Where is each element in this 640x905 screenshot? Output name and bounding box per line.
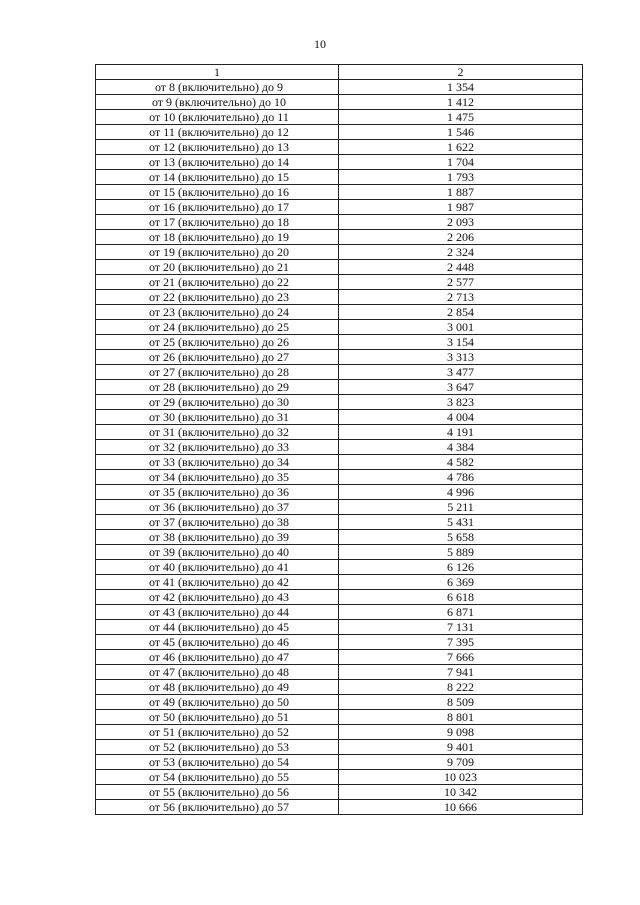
value-cell: 2 324 bbox=[339, 245, 583, 260]
table-row bbox=[96, 575, 583, 590]
table-row bbox=[96, 770, 583, 785]
value-cell: 7 666 bbox=[339, 650, 583, 665]
table-row bbox=[96, 605, 583, 620]
value-cell: 3 823 bbox=[339, 395, 583, 410]
range-cell: от 42 (включительно) до 43 bbox=[96, 590, 339, 605]
value-cell: 1 793 bbox=[339, 170, 583, 185]
table-row bbox=[96, 485, 583, 500]
value-cell: 2 577 bbox=[339, 275, 583, 290]
range-cell: от 16 (включительно) до 17 bbox=[96, 200, 339, 215]
table-row bbox=[96, 530, 583, 545]
range-cell: от 24 (включительно) до 25 bbox=[96, 320, 339, 335]
value-cell: 5 211 bbox=[339, 500, 583, 515]
table-row bbox=[96, 185, 583, 200]
range-cell: от 43 (включительно) до 44 bbox=[96, 605, 339, 620]
table-row bbox=[96, 305, 583, 320]
range-cell: от 30 (включительно) до 31 bbox=[96, 410, 339, 425]
value-cell: 10 342 bbox=[339, 785, 583, 800]
value-cell: 8 509 bbox=[339, 695, 583, 710]
table-row bbox=[96, 365, 583, 380]
table-row bbox=[96, 590, 583, 605]
range-cell: от 50 (включительно) до 51 bbox=[96, 710, 339, 725]
range-cell: от 9 (включительно) до 10 bbox=[96, 95, 339, 110]
page-number: 10 bbox=[314, 37, 326, 51]
range-cell: от 52 (включительно) до 53 bbox=[96, 740, 339, 755]
value-cell: 2 206 bbox=[339, 230, 583, 245]
table-row bbox=[96, 620, 583, 635]
table-row bbox=[96, 260, 583, 275]
value-cell: 6 126 bbox=[339, 560, 583, 575]
range-cell: от 49 (включительно) до 50 bbox=[96, 695, 339, 710]
range-cell: от 22 (включительно) до 23 bbox=[96, 290, 339, 305]
table-row bbox=[96, 560, 583, 575]
table-row bbox=[96, 380, 583, 395]
table-row bbox=[96, 515, 583, 530]
value-cell: 1 987 bbox=[339, 200, 583, 215]
value-cell: 5 431 bbox=[339, 515, 583, 530]
value-cell: 4 191 bbox=[339, 425, 583, 440]
header-row bbox=[96, 65, 583, 80]
table-row bbox=[96, 725, 583, 740]
range-cell: от 20 (включительно) до 21 bbox=[96, 260, 339, 275]
range-cell: от 23 (включительно) до 24 bbox=[96, 305, 339, 320]
value-cell: 1 704 bbox=[339, 155, 583, 170]
value-cell: 9 401 bbox=[339, 740, 583, 755]
value-cell: 2 093 bbox=[339, 215, 583, 230]
table-row bbox=[96, 500, 583, 515]
range-cell: от 41 (включительно) до 42 bbox=[96, 575, 339, 590]
table-row bbox=[96, 140, 583, 155]
table-row bbox=[96, 170, 583, 185]
data-table bbox=[95, 64, 583, 815]
range-cell: от 54 (включительно) до 55 bbox=[96, 770, 339, 785]
range-cell: от 38 (включительно) до 39 bbox=[96, 530, 339, 545]
value-cell: 10 666 bbox=[339, 800, 583, 815]
value-cell: 5 889 bbox=[339, 545, 583, 560]
range-cell: от 13 (включительно) до 14 bbox=[96, 155, 339, 170]
value-cell: 6 871 bbox=[339, 605, 583, 620]
range-cell: от 37 (включительно) до 38 bbox=[96, 515, 339, 530]
range-cell: от 12 (включительно) до 13 bbox=[96, 140, 339, 155]
range-cell: от 35 (включительно) до 36 bbox=[96, 485, 339, 500]
range-cell: от 31 (включительно) до 32 bbox=[96, 425, 339, 440]
table-row bbox=[96, 395, 583, 410]
range-cell: от 53 (включительно) до 54 bbox=[96, 755, 339, 770]
value-cell: 1 622 bbox=[339, 140, 583, 155]
value-cell: 3 313 bbox=[339, 350, 583, 365]
value-cell: 3 154 bbox=[339, 335, 583, 350]
range-cell: от 56 (включительно) до 57 bbox=[96, 800, 339, 815]
range-cell: от 40 (включительно) до 41 bbox=[96, 560, 339, 575]
table-row bbox=[96, 755, 583, 770]
value-cell: 1 475 bbox=[339, 110, 583, 125]
table-row bbox=[96, 410, 583, 425]
value-cell: 1 887 bbox=[339, 185, 583, 200]
table-row bbox=[96, 125, 583, 140]
range-cell: от 39 (включительно) до 40 bbox=[96, 545, 339, 560]
range-cell: от 25 (включительно) до 26 bbox=[96, 335, 339, 350]
range-cell: от 46 (включительно) до 47 bbox=[96, 650, 339, 665]
table-row bbox=[96, 800, 583, 815]
range-cell: от 26 (включительно) до 27 bbox=[96, 350, 339, 365]
table-header bbox=[96, 65, 583, 80]
table-row bbox=[96, 440, 583, 455]
value-cell: 1 546 bbox=[339, 125, 583, 140]
table-row bbox=[96, 245, 583, 260]
value-cell: 7 131 bbox=[339, 620, 583, 635]
range-cell: от 34 (включительно) до 35 bbox=[96, 470, 339, 485]
table-row bbox=[96, 200, 583, 215]
value-cell: 4 004 bbox=[339, 410, 583, 425]
range-cell: от 36 (включительно) до 37 bbox=[96, 500, 339, 515]
value-cell: 6 369 bbox=[339, 575, 583, 590]
table-row bbox=[96, 545, 583, 560]
value-cell: 4 786 bbox=[339, 470, 583, 485]
value-cell: 9 709 bbox=[339, 755, 583, 770]
table-row bbox=[96, 215, 583, 230]
table-row bbox=[96, 320, 583, 335]
value-cell: 3 477 bbox=[339, 365, 583, 380]
range-cell: от 27 (включительно) до 28 bbox=[96, 365, 339, 380]
range-cell: от 17 (включительно) до 18 bbox=[96, 215, 339, 230]
range-cell: от 21 (включительно) до 22 bbox=[96, 275, 339, 290]
table-row bbox=[96, 275, 583, 290]
value-cell: 8 222 bbox=[339, 680, 583, 695]
table-row bbox=[96, 455, 583, 470]
table-row bbox=[96, 230, 583, 245]
value-cell: 2 854 bbox=[339, 305, 583, 320]
table-row bbox=[96, 740, 583, 755]
value-cell: 3 001 bbox=[339, 320, 583, 335]
table-row bbox=[96, 290, 583, 305]
value-cell: 2 713 bbox=[339, 290, 583, 305]
value-cell: 4 996 bbox=[339, 485, 583, 500]
range-cell: от 32 (включительно) до 33 bbox=[96, 440, 339, 455]
range-cell: от 44 (включительно) до 45 bbox=[96, 620, 339, 635]
range-cell: от 15 (включительно) до 16 bbox=[96, 185, 339, 200]
table-row bbox=[96, 665, 583, 680]
value-cell: 3 647 bbox=[339, 380, 583, 395]
value-cell: 1 412 bbox=[339, 95, 583, 110]
table-row bbox=[96, 335, 583, 350]
value-cell: 9 098 bbox=[339, 725, 583, 740]
table-row bbox=[96, 710, 583, 725]
table-row bbox=[96, 110, 583, 125]
range-cell: от 14 (включительно) до 15 bbox=[96, 170, 339, 185]
range-cell: от 8 (включительно) до 9 bbox=[96, 80, 339, 95]
value-cell: 10 023 bbox=[339, 770, 583, 785]
table-row bbox=[96, 785, 583, 800]
table-row bbox=[96, 680, 583, 695]
value-cell: 5 658 bbox=[339, 530, 583, 545]
column-header-1: 1 bbox=[96, 65, 339, 80]
range-cell: от 28 (включительно) до 29 bbox=[96, 380, 339, 395]
value-cell: 1 354 bbox=[339, 80, 583, 95]
table-row bbox=[96, 695, 583, 710]
range-cell: от 10 (включительно) до 11 bbox=[96, 110, 339, 125]
table-row bbox=[96, 470, 583, 485]
value-cell: 4 582 bbox=[339, 455, 583, 470]
value-cell: 2 448 bbox=[339, 260, 583, 275]
range-cell: от 48 (включительно) до 49 bbox=[96, 680, 339, 695]
range-cell: от 18 (включительно) до 19 bbox=[96, 230, 339, 245]
value-cell: 8 801 bbox=[339, 710, 583, 725]
table-row bbox=[96, 80, 583, 95]
column-header-2: 2 bbox=[339, 65, 583, 80]
range-cell: от 11 (включительно) до 12 bbox=[96, 125, 339, 140]
table-row bbox=[96, 155, 583, 170]
range-cell: от 19 (включительно) до 20 bbox=[96, 245, 339, 260]
range-cell: от 29 (включительно) до 30 bbox=[96, 395, 339, 410]
range-cell: от 47 (включительно) до 48 bbox=[96, 665, 339, 680]
value-cell: 7 941 bbox=[339, 665, 583, 680]
value-cell: 7 395 bbox=[339, 635, 583, 650]
table-row bbox=[96, 350, 583, 365]
value-cell: 4 384 bbox=[339, 440, 583, 455]
table-row bbox=[96, 425, 583, 440]
table-row bbox=[96, 650, 583, 665]
table-row bbox=[96, 635, 583, 650]
table-body bbox=[96, 80, 583, 815]
range-cell: от 51 (включительно) до 52 bbox=[96, 725, 339, 740]
range-cell: от 45 (включительно) до 46 bbox=[96, 635, 339, 650]
table-row bbox=[96, 95, 583, 110]
range-cell: от 33 (включительно) до 34 bbox=[96, 455, 339, 470]
range-cell: от 55 (включительно) до 56 bbox=[96, 785, 339, 800]
value-cell: 6 618 bbox=[339, 590, 583, 605]
